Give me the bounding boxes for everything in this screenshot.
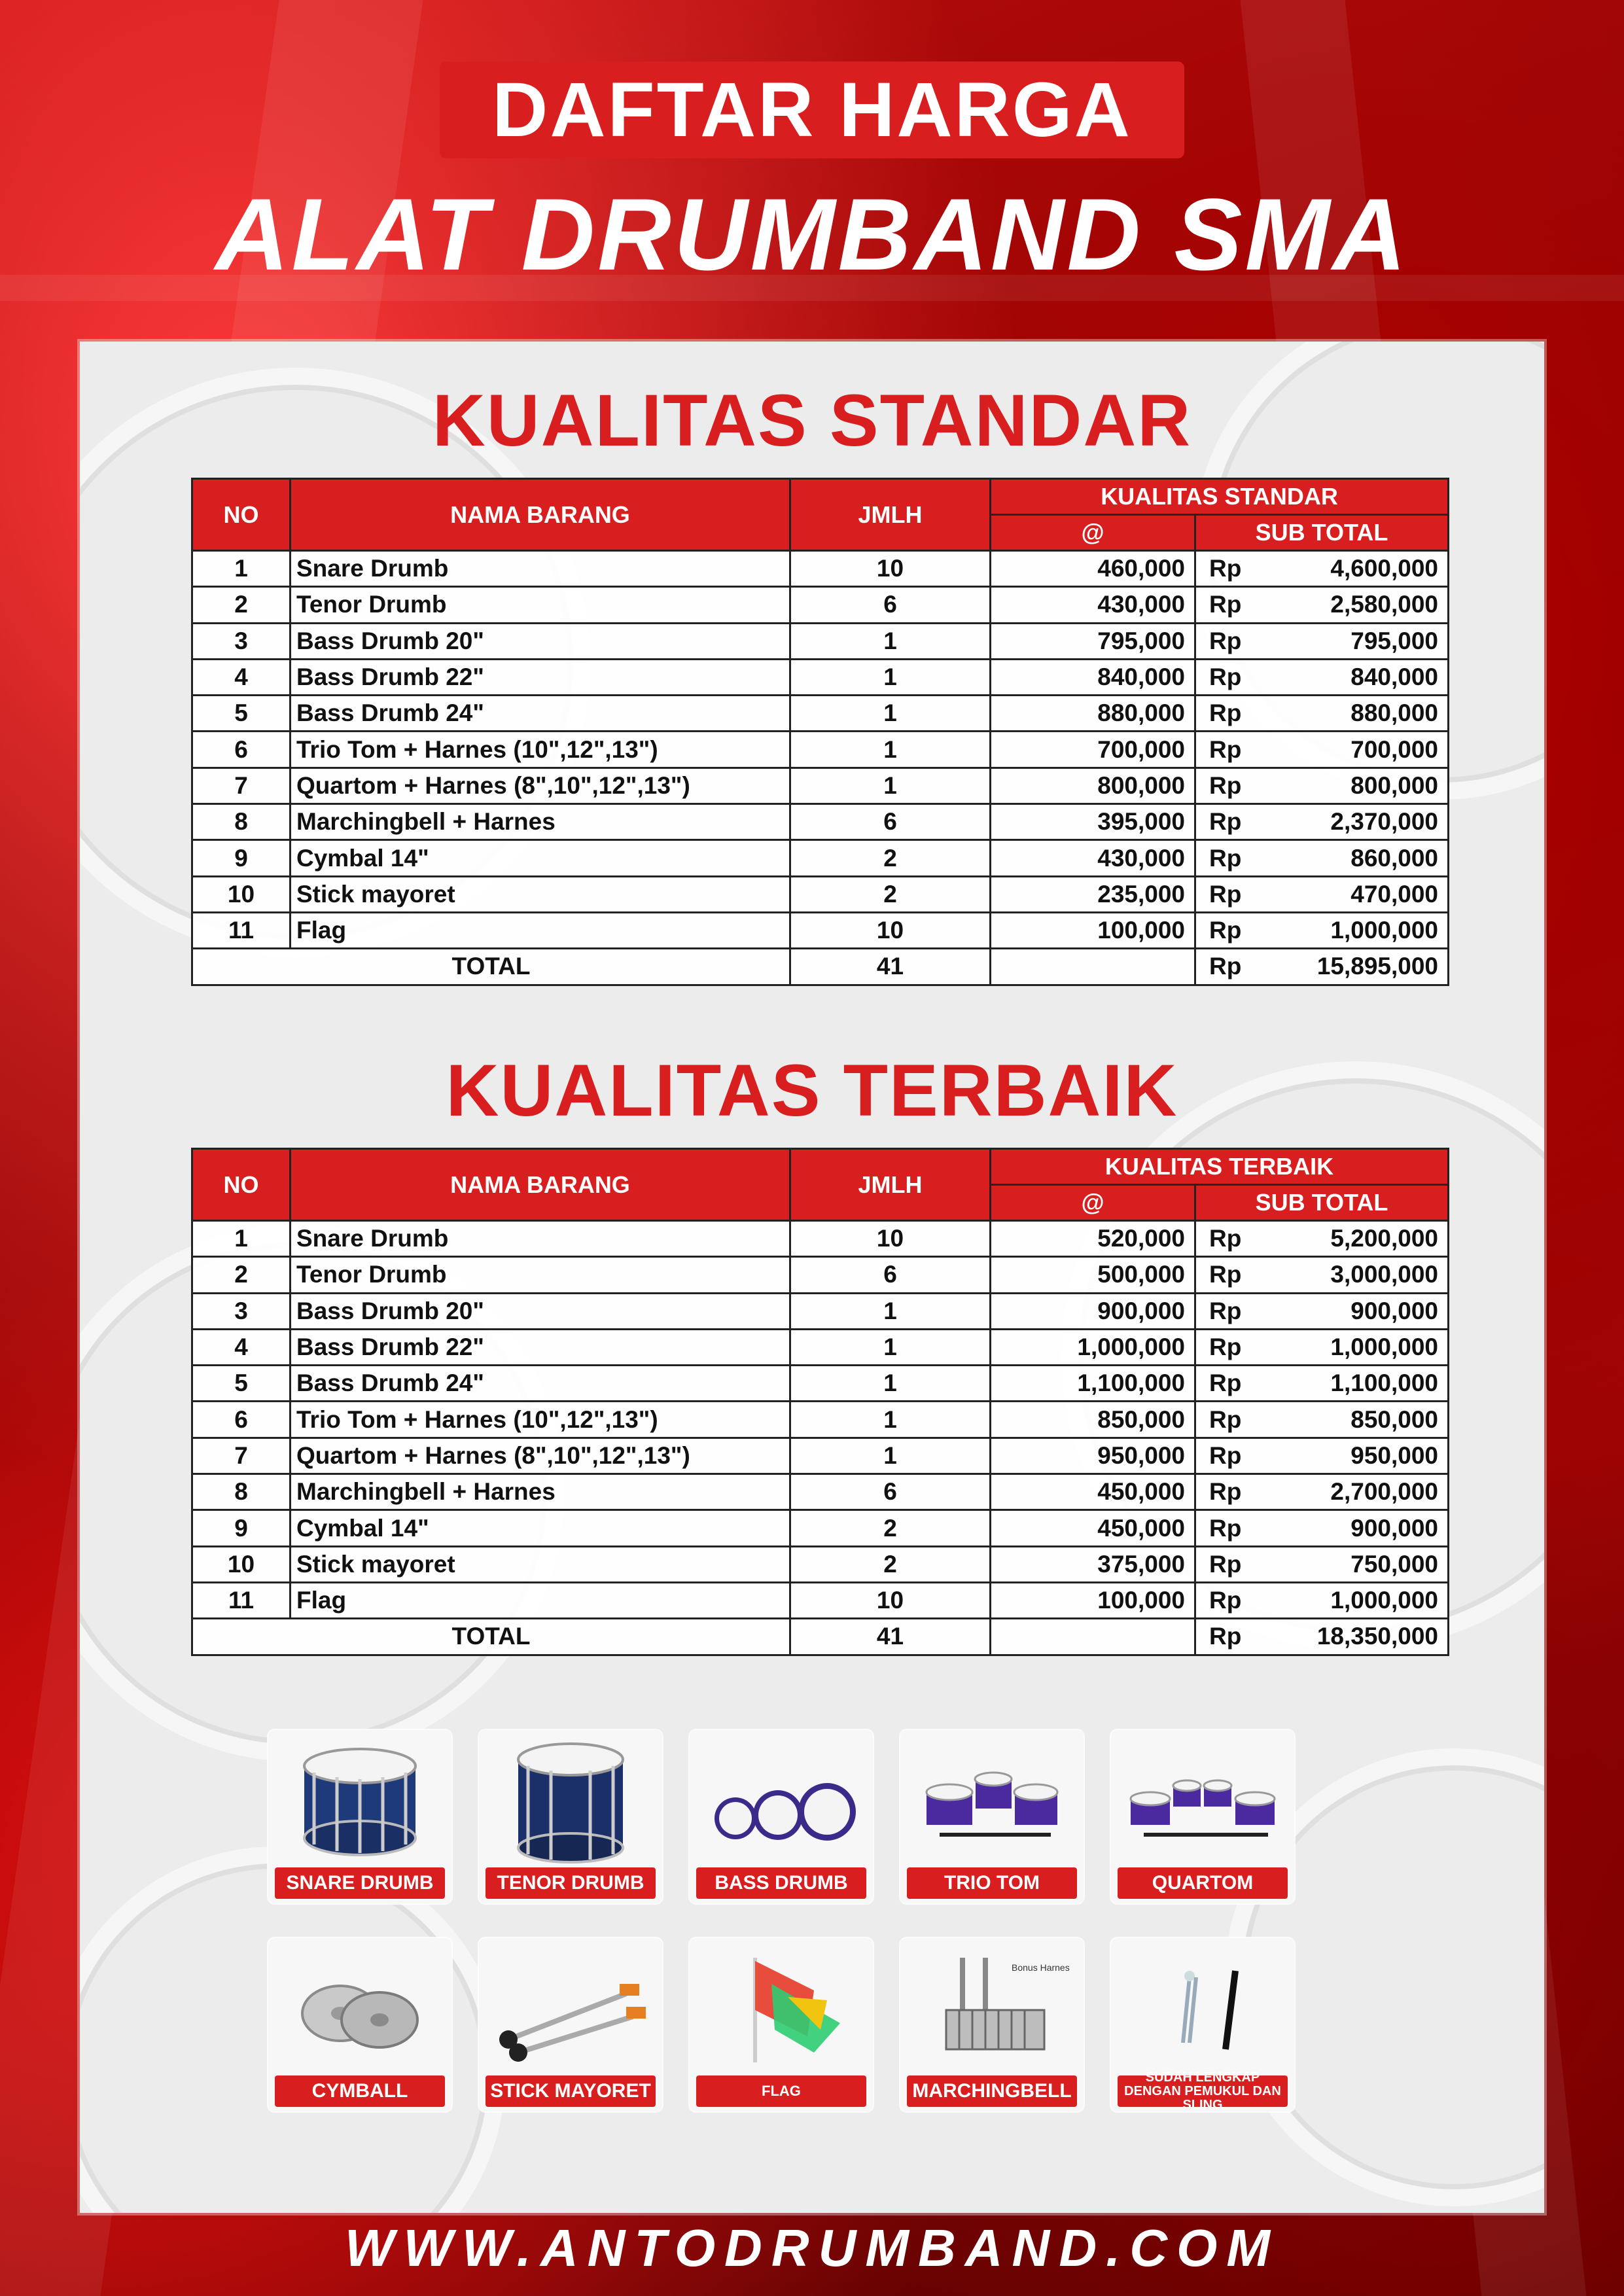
currency-label: Rp — [1209, 1478, 1242, 1506]
cell-subtotal — [1195, 551, 1449, 587]
table-row — [192, 1546, 1449, 1582]
cell-qty: 1 — [790, 1366, 991, 1402]
cell-qty: 1 — [790, 732, 991, 768]
cell-name: Snare Drumb — [291, 551, 790, 587]
tenor-drum-icon — [479, 1730, 662, 1867]
cell-unit-price: 1,000,000 — [991, 1329, 1195, 1365]
cell-unit-price: 840,000 — [991, 659, 1195, 695]
subtotal-value: 900,000 — [1350, 1297, 1438, 1324]
total-qty: 41 — [790, 949, 991, 985]
total-empty — [991, 1619, 1195, 1655]
product-label: BASS DRUMB — [696, 1867, 866, 1899]
product-card-cymbal — [268, 1938, 451, 2111]
table-row — [192, 1329, 1449, 1365]
cell-no: 1 — [192, 1221, 291, 1257]
cell-subtotal — [1195, 1402, 1449, 1438]
cymbal-icon — [268, 1938, 451, 2075]
currency-label: Rp — [1209, 808, 1242, 836]
cell-qty: 1 — [790, 1402, 991, 1438]
price-table-terbaik — [191, 1148, 1449, 1656]
cell-name: Bass Drumb 20" — [291, 623, 790, 659]
cell-name: Bass Drumb 24" — [291, 1366, 790, 1402]
currency-label: Rp — [1209, 953, 1242, 980]
cell-name: Snare Drumb — [291, 1221, 790, 1257]
table-row — [192, 696, 1449, 732]
cell-subtotal — [1195, 1221, 1449, 1257]
marchingbell-note: Bonus Harnes — [1012, 1962, 1070, 1973]
subtotal-value: 2,370,000 — [1330, 808, 1439, 836]
currency-label: Rp — [1209, 917, 1242, 944]
cell-no: 10 — [192, 1546, 291, 1582]
cell-unit-price: 950,000 — [991, 1438, 1195, 1474]
cell-qty: 1 — [790, 659, 991, 695]
currency-label: Rp — [1209, 627, 1242, 654]
subtotal-value: 1,000,000 — [1330, 1333, 1438, 1361]
cell-unit-price: 395,000 — [991, 804, 1195, 840]
cell-no: 4 — [192, 659, 291, 695]
header-subtotal: SUB TOTAL — [1195, 1185, 1449, 1221]
table-row — [192, 551, 1449, 587]
cell-name: Marchingbell + Harnes — [291, 804, 790, 840]
cell-no: 2 — [192, 1257, 291, 1293]
cell-subtotal — [1195, 768, 1449, 804]
product-card-stick-mayoret — [479, 1938, 662, 2111]
cell-qty: 6 — [790, 1257, 991, 1293]
header-no: NO — [192, 479, 291, 551]
table-row — [192, 1582, 1449, 1618]
subtotal-value: 4,600,000 — [1330, 555, 1439, 582]
cell-name: Marchingbell + Harnes — [291, 1474, 790, 1510]
cell-no: 11 — [192, 1582, 291, 1618]
total-row — [192, 1619, 1449, 1655]
table-row — [192, 1474, 1449, 1510]
table-row — [192, 1366, 1449, 1402]
cell-unit-price: 430,000 — [991, 587, 1195, 623]
cell-qty: 1 — [790, 1438, 991, 1474]
cell-unit-price: 100,000 — [991, 912, 1195, 948]
subtotal-value: 1,000,000 — [1330, 1587, 1438, 1614]
cell-no: 7 — [192, 1438, 291, 1474]
subtotal-value: 700,000 — [1350, 735, 1439, 763]
cell-subtotal — [1195, 1329, 1449, 1365]
header-qty: JMLH — [790, 1149, 991, 1221]
total-label: TOTAL — [192, 1619, 790, 1655]
cell-subtotal — [1195, 1474, 1449, 1510]
table-row — [192, 912, 1449, 948]
product-label: TRIO TOM — [907, 1867, 1077, 1899]
cell-subtotal — [1195, 1582, 1449, 1618]
cell-qty: 6 — [790, 804, 991, 840]
cell-name: Stick mayoret — [291, 1546, 790, 1582]
currency-label: Rp — [1209, 735, 1242, 763]
cell-name: Tenor Drumb — [291, 587, 790, 623]
header-subtotal: SUB TOTAL — [1195, 515, 1449, 551]
currency-label: Rp — [1209, 771, 1242, 799]
table-row — [192, 1293, 1449, 1329]
cell-qty: 2 — [790, 1546, 991, 1582]
cell-unit-price: 430,000 — [991, 840, 1195, 876]
cell-subtotal — [1195, 1257, 1449, 1293]
cell-no: 9 — [192, 1510, 291, 1546]
currency-label: Rp — [1209, 663, 1242, 691]
cell-unit-price: 100,000 — [991, 1582, 1195, 1618]
marchingbell-icon — [900, 1938, 1084, 2075]
cell-qty: 10 — [790, 912, 991, 948]
table-row — [192, 1510, 1449, 1546]
cell-name: Cymbal 14" — [291, 1510, 790, 1546]
cell-qty: 2 — [790, 1510, 991, 1546]
cell-subtotal — [1195, 1293, 1449, 1329]
stick-mayoret-icon — [479, 1938, 662, 2075]
subtotal-value: 2,700,000 — [1330, 1478, 1438, 1506]
total-qty: 41 — [790, 1619, 991, 1655]
flag-icon — [690, 1938, 873, 2075]
total-row — [192, 949, 1449, 985]
cell-unit-price: 450,000 — [991, 1510, 1195, 1546]
cell-no: 3 — [192, 1293, 291, 1329]
currency-label: Rp — [1209, 1225, 1242, 1252]
cell-qty: 1 — [790, 768, 991, 804]
cell-subtotal — [1195, 1438, 1449, 1474]
cell-no: 5 — [192, 1366, 291, 1402]
cell-unit-price: 500,000 — [991, 1257, 1195, 1293]
price-table-standar — [191, 478, 1449, 986]
cell-name: Bass Drumb 24" — [291, 696, 790, 732]
product-label: SUDAH LENGKAP DENGAN PEMUKUL DAN SLING — [1118, 2075, 1288, 2107]
currency-label: Rp — [1209, 844, 1242, 872]
currency-label: Rp — [1209, 1261, 1242, 1288]
section-title-terbaik: KUALITAS TERBAIK — [446, 1050, 1178, 1131]
currency-label: Rp — [1209, 699, 1242, 727]
product-card-quartom — [1111, 1730, 1294, 1903]
cell-subtotal — [1195, 912, 1449, 948]
table-row — [192, 804, 1449, 840]
cell-name: Stick mayoret — [291, 876, 790, 912]
currency-label: Rp — [1209, 1333, 1242, 1361]
cell-subtotal — [1195, 623, 1449, 659]
total-value: 15,895,000 — [1316, 953, 1439, 980]
snare-drum-icon — [268, 1730, 451, 1867]
page-title: ALAT DRUMBAND SMA — [215, 178, 1409, 292]
cell-qty: 2 — [790, 840, 991, 876]
cell-no: 8 — [192, 1474, 291, 1510]
cell-qty: 10 — [790, 551, 991, 587]
table-body — [192, 1221, 1449, 1655]
cell-subtotal — [1195, 659, 1449, 695]
subtotal-value: 850,000 — [1350, 1405, 1438, 1433]
product-card-marchingbell — [900, 1938, 1084, 2111]
total-subtotal — [1195, 1619, 1449, 1655]
cell-no: 10 — [192, 876, 291, 912]
cell-unit-price: 375,000 — [991, 1546, 1195, 1582]
subtotal-value: 800,000 — [1350, 771, 1439, 799]
subtotal-value: 5,200,000 — [1330, 1225, 1438, 1252]
cell-no: 4 — [192, 1329, 291, 1365]
header-no: NO — [192, 1149, 291, 1221]
cell-name: Bass Drumb 20" — [291, 1293, 790, 1329]
cell-name: Flag — [291, 912, 790, 948]
subtotal-value: 900,000 — [1350, 1514, 1438, 1542]
currency-label: Rp — [1209, 1405, 1242, 1433]
cell-name: Trio Tom + Harnes (10",12",13") — [291, 732, 790, 768]
cell-subtotal — [1195, 696, 1449, 732]
cell-name: Tenor Drumb — [291, 1257, 790, 1293]
header-name: NAMA BARANG — [291, 479, 790, 551]
product-label: FLAG — [696, 2075, 866, 2107]
subtotal-value: 1,100,000 — [1330, 1369, 1438, 1397]
table-row — [192, 623, 1449, 659]
product-card-bass-drum — [690, 1730, 873, 1903]
cell-unit-price: 880,000 — [991, 696, 1195, 732]
subtotal-value: 880,000 — [1350, 699, 1439, 727]
cell-qty: 10 — [790, 1582, 991, 1618]
cell-qty: 1 — [790, 1293, 991, 1329]
currency-label: Rp — [1209, 880, 1242, 908]
footer-url[interactable]: WWW.ANTODRUMBAND.COM — [345, 2219, 1279, 2277]
subtotal-value: 950,000 — [1350, 1441, 1438, 1469]
cell-no: 2 — [192, 587, 291, 623]
quartom-icon — [1111, 1730, 1294, 1867]
cell-subtotal — [1195, 1366, 1449, 1402]
cell-no: 5 — [192, 696, 291, 732]
product-label: TENOR DRUMB — [485, 1867, 656, 1899]
currency-label: Rp — [1209, 1297, 1242, 1324]
cell-name: Trio Tom + Harnes (10",12",13") — [291, 1402, 790, 1438]
cell-qty: 10 — [790, 1221, 991, 1257]
cell-qty: 6 — [790, 1474, 991, 1510]
total-empty — [991, 949, 1195, 985]
product-card-snare-drum — [268, 1730, 451, 1903]
currency-label: Rp — [1209, 1514, 1242, 1542]
currency-label: Rp — [1209, 555, 1242, 582]
subtotal-value: 795,000 — [1350, 627, 1439, 654]
cell-no: 7 — [192, 768, 291, 804]
cell-no: 9 — [192, 840, 291, 876]
cell-qty: 1 — [790, 696, 991, 732]
cell-unit-price: 900,000 — [991, 1293, 1195, 1329]
table-body — [192, 551, 1449, 985]
cell-qty: 1 — [790, 623, 991, 659]
cell-subtotal — [1195, 587, 1449, 623]
product-label: STICK MAYORET — [485, 2075, 656, 2107]
currency-label: Rp — [1209, 1587, 1242, 1614]
table-row — [192, 587, 1449, 623]
subtotal-value: 3,000,000 — [1330, 1261, 1438, 1288]
cell-qty: 2 — [790, 876, 991, 912]
product-card-trio-tom — [900, 1730, 1084, 1903]
cell-name: Flag — [291, 1582, 790, 1618]
header-qty: JMLH — [790, 479, 991, 551]
header-badge — [440, 62, 1184, 158]
table-row — [192, 1402, 1449, 1438]
cell-unit-price: 520,000 — [991, 1221, 1195, 1257]
cell-qty: 1 — [790, 1329, 991, 1365]
header-quality-group: KUALITAS TERBAIK — [991, 1149, 1449, 1185]
currency-label: Rp — [1209, 1369, 1242, 1397]
cell-unit-price: 800,000 — [991, 768, 1195, 804]
cell-subtotal — [1195, 876, 1449, 912]
table-row — [192, 768, 1449, 804]
header-unit-price: @ — [991, 1185, 1195, 1221]
header-unit-price: @ — [991, 515, 1195, 551]
table-row — [192, 659, 1449, 695]
cell-name: Quartom + Harnes (8",10",12",13") — [291, 768, 790, 804]
subtotal-value: 2,580,000 — [1330, 591, 1439, 618]
cell-unit-price: 700,000 — [991, 732, 1195, 768]
product-label: SNARE DRUMB — [275, 1867, 445, 1899]
currency-label: Rp — [1209, 1441, 1242, 1469]
cell-no: 6 — [192, 732, 291, 768]
trio-tom-icon — [900, 1730, 1084, 1867]
cell-unit-price: 1,100,000 — [991, 1366, 1195, 1402]
cell-no: 11 — [192, 912, 291, 948]
total-value: 18,350,000 — [1316, 1623, 1438, 1650]
cell-name: Cymbal 14" — [291, 840, 790, 876]
cell-no: 1 — [192, 551, 291, 587]
cell-subtotal — [1195, 732, 1449, 768]
cell-subtotal — [1195, 804, 1449, 840]
cell-unit-price: 850,000 — [991, 1402, 1195, 1438]
currency-label: Rp — [1209, 591, 1242, 618]
subtotal-value: 470,000 — [1350, 880, 1439, 908]
cell-subtotal — [1195, 1546, 1449, 1582]
table-row — [192, 1221, 1449, 1257]
cell-unit-price: 235,000 — [991, 876, 1195, 912]
currency-label: Rp — [1209, 1623, 1242, 1650]
subtotal-value: 860,000 — [1350, 844, 1439, 872]
header-quality-group: KUALITAS STANDAR — [991, 479, 1449, 515]
subtotal-value: 840,000 — [1350, 663, 1439, 691]
table-row — [192, 876, 1449, 912]
table-row — [192, 840, 1449, 876]
mallets-icon — [1111, 1938, 1294, 2075]
cell-subtotal — [1195, 1510, 1449, 1546]
subtotal-value: 750,000 — [1350, 1550, 1438, 1578]
cell-name: Bass Drumb 22" — [291, 659, 790, 695]
cell-no: 8 — [192, 804, 291, 840]
product-label: MARCHINGBELL — [907, 2075, 1077, 2107]
product-card-tenor-drum — [479, 1730, 662, 1903]
table-row — [192, 1257, 1449, 1293]
cell-no: 6 — [192, 1402, 291, 1438]
bass-drum-icon — [690, 1730, 873, 1867]
price-panel — [80, 342, 1544, 2213]
total-subtotal — [1195, 949, 1449, 985]
cell-qty: 6 — [790, 587, 991, 623]
cell-no: 3 — [192, 623, 291, 659]
cell-subtotal — [1195, 840, 1449, 876]
cell-name: Quartom + Harnes (8",10",12",13") — [291, 1438, 790, 1474]
total-label: TOTAL — [192, 949, 790, 985]
header-name: NAMA BARANG — [291, 1149, 790, 1221]
header-badge-text: DAFTAR HARGA — [492, 67, 1132, 153]
cell-unit-price: 460,000 — [991, 551, 1195, 587]
cell-name: Bass Drumb 22" — [291, 1329, 790, 1365]
cell-unit-price: 450,000 — [991, 1474, 1195, 1510]
table-row — [192, 732, 1449, 768]
cell-unit-price: 795,000 — [991, 623, 1195, 659]
product-card-flag — [690, 1938, 873, 2111]
product-label: CYMBALL — [275, 2075, 445, 2107]
table-row — [192, 1438, 1449, 1474]
currency-label: Rp — [1209, 1550, 1242, 1578]
subtotal-value: 1,000,000 — [1330, 917, 1439, 944]
section-title-standar: KUALITAS STANDAR — [432, 380, 1192, 461]
product-card-mallets — [1111, 1938, 1294, 2111]
product-label: QUARTOM — [1118, 1867, 1288, 1899]
